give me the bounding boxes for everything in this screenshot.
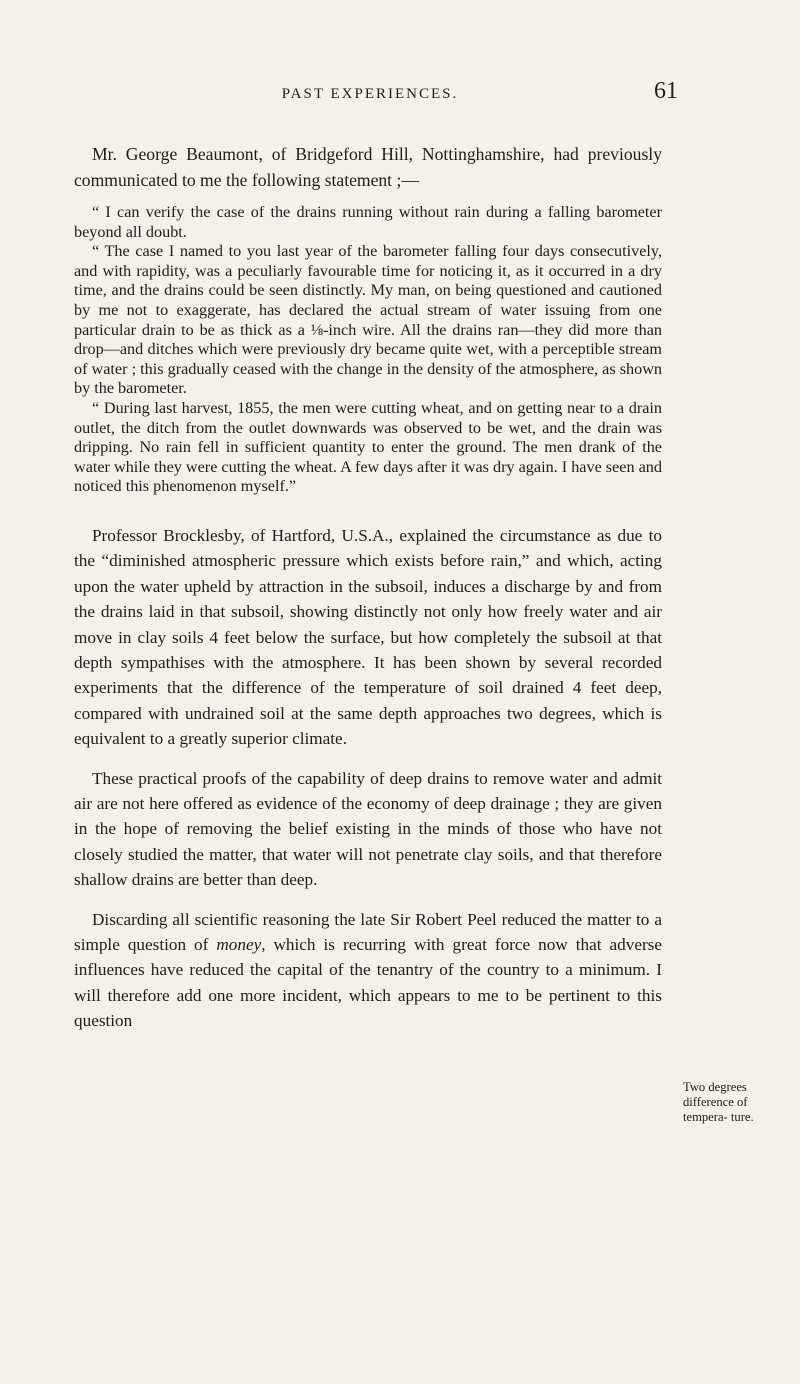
quote-paragraph-3: “ During last harvest, 1855, the men were cutting wheat, and on getting near to a drain outlet, the ditch from the outlet downwards was observed to be wet, and the drain was dripping. No rain fell in sufficient quantity to enter the ground. The men drank of the water while they were cutting the wheat. A few days after it was dry again. I have seen and noticed this phenomenon myself.”	[74, 398, 662, 496]
page-header	[70, 72, 678, 108]
paragraph-proofs: These practical proofs of the capability of deep drains to remove water and admit air are not here offered as evidence of the economy of deep drainage ; they are given in the hope of removing the belief existing in the minds of those who have not closely studied the matter, that water will not penetrate clay soils, and that therefore shallow drains are better than deep.	[74, 768, 662, 890]
page-number: 61	[654, 78, 678, 104]
paragraph-discarding	[74, 907, 662, 1034]
quote-paragraph-2: “ The case I named to you last year of the barometer falling four days consecutively, and with rapidity, was a peculiarly favourable time for noticing it, as it occurred in a dry time, and the drains could be seen distinctly. My man, on being questioned and cautioned by me not to exaggerate, has declared the actual stream of water issuing from one particular drain to be as thick as a ⅛-inch wire. All the drains ran—they did more than drop—and ditches which were previously dry became quite wet, with a perceptible stream of water ; this gradually ceased with the change in the density of the atmosphere, as shown by the barometer.	[74, 242, 662, 398]
running-head: PAST EXPERIENCES.	[281, 86, 459, 102]
margin-note: Two degrees difference of tempera- ture.	[683, 1080, 754, 1124]
discarding-text-start: Discarding all scientific reasoning the late Sir Robert Peel reduced the matter to a simple question of	[74, 909, 662, 954]
emphasis-money: money	[216, 935, 262, 954]
paragraph-brocklesby: Professor Brocklesby, of Hartford, U.S.A., explained the circumstance as due to the “diminished atmospheric pressure which exists before rain,” and which, acting upon the water upheld by attraction in the subsoil, induces a discharge by and from the drains laid in that subsoil, showing distinctly not only how freely water and air move in clay soils 4 feet below the surface, but how completely the subsoil at that depth sympathises with the atmosphere. It has been shown by several recorded experiments that the difference of the temperature of soil drained 4 feet deep, compared with undrained soil at the same depth approaches two degrees, which is equivalent to a greatly superior climate.	[74, 525, 662, 749]
quote-paragraph-1: “ I can verify the case of the drains running without rain during a falling barometer beyond all doubt.	[74, 203, 662, 241]
body-text	[74, 142, 662, 1048]
paragraph-intro: Mr. George Beaumont, of Bridgeford Hill, Nottinghamshire, had previously communicated to me the following statement ;—	[74, 144, 662, 190]
discarding-text-end: , which is recurring with great force now that adverse influences have reduced the capital of the tenantry of the country to a minimum. I will therefore add one more incident, which appears to me to be pertinent to this question	[74, 935, 662, 1031]
